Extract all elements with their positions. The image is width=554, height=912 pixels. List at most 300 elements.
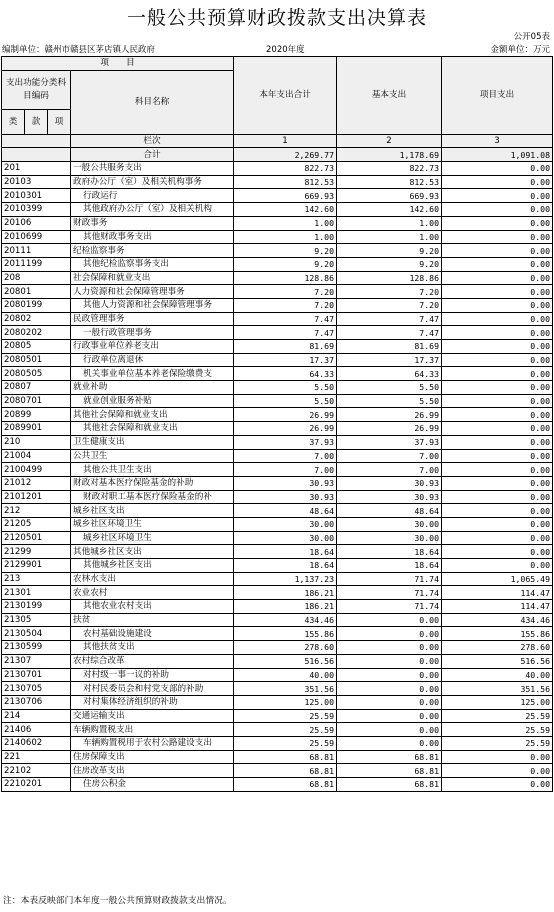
row-project: 0.00 (442, 422, 553, 436)
row-name: 住房公积金 (71, 778, 234, 792)
row-name: 农业农村 (71, 586, 234, 600)
row-basic: 48.64 (337, 504, 442, 518)
row-project: 0.00 (442, 778, 553, 792)
table-row (2, 353, 553, 367)
row-total: 37.93 (234, 435, 337, 449)
row-total: 812.53 (234, 175, 337, 189)
row-project: 0.00 (442, 394, 553, 408)
row-code: 2130504 (2, 627, 71, 641)
row-total: 30.93 (234, 476, 337, 490)
row-name: 一般公共服务支出 (71, 162, 234, 176)
row-project: 155.86 (442, 627, 553, 641)
row-project: 0.00 (442, 257, 553, 271)
row-code: 21299 (2, 545, 71, 559)
row-total: 9.20 (234, 244, 337, 258)
table-row (2, 285, 553, 299)
row-code: 2140602 (2, 736, 71, 750)
row-code: 2080505 (2, 367, 71, 381)
row-project: 434.46 (442, 613, 553, 627)
row-project: 40.00 (442, 668, 553, 682)
row-name: 其他城乡社区支出 (71, 545, 234, 559)
row-project: 0.00 (442, 463, 553, 477)
row-project: 0.00 (442, 353, 553, 367)
row-code: 20899 (2, 408, 71, 422)
row-name: 民政管理事务 (71, 312, 234, 326)
table-row (2, 216, 553, 230)
row-basic: 0.00 (337, 627, 442, 641)
row-code: 2130599 (2, 641, 71, 655)
row-code: 212 (2, 504, 71, 518)
row-project: 0.00 (442, 230, 553, 244)
table-row (2, 326, 553, 340)
table-row (2, 449, 553, 463)
row-name: 卫生健康支出 (71, 435, 234, 449)
row-basic: 5.50 (337, 381, 442, 395)
table-row (2, 230, 553, 244)
row-name: 就业补助 (71, 381, 234, 395)
row-name: 就业创业服务补贴 (71, 394, 234, 408)
table-row (2, 778, 553, 792)
row-project: 0.00 (442, 750, 553, 764)
row-basic: 9.20 (337, 244, 442, 258)
row-total: 822.73 (234, 162, 337, 176)
row-code: 2080202 (2, 326, 71, 340)
row-code: 221 (2, 750, 71, 764)
page-title: 一般公共预算财政拨款支出决算表 (126, 7, 427, 29)
header-kuan: 款 (25, 109, 48, 134)
row-code: 2089901 (2, 422, 71, 436)
table-row (2, 750, 553, 764)
row-basic: 17.37 (337, 353, 442, 367)
row-total: 142.60 (234, 203, 337, 217)
table-row (2, 559, 553, 573)
lanci-label: 栏次 (71, 134, 234, 148)
row-name: 住房改革支出 (71, 764, 234, 778)
row-code: 2130705 (2, 682, 71, 696)
header-name: 科目名称 (71, 70, 234, 134)
table-row (2, 641, 553, 655)
row-total: 25.59 (234, 709, 337, 723)
table-row (2, 162, 553, 176)
row-total: 30.00 (234, 517, 337, 531)
row-project: 0.00 (442, 504, 553, 518)
row-project: 0.00 (442, 381, 553, 395)
row-basic: 0.00 (337, 668, 442, 682)
row-project: 114.47 (442, 600, 553, 614)
row-basic: 30.00 (337, 517, 442, 531)
table-row (2, 682, 553, 696)
table-row (2, 517, 553, 531)
row-code: 21301 (2, 586, 71, 600)
row-project: 0.00 (442, 517, 553, 531)
row-total: 278.60 (234, 641, 337, 655)
row-total: 186.21 (234, 600, 337, 614)
row-basic: 669.93 (337, 189, 442, 203)
row-total: 68.81 (234, 750, 337, 764)
row-code: 2080501 (2, 353, 71, 367)
row-basic: 142.60 (337, 203, 442, 217)
row-code: 21205 (2, 517, 71, 531)
row-project: 278.60 (442, 641, 553, 655)
table-row (2, 627, 553, 641)
row-project: 0.00 (442, 203, 553, 217)
row-project: 0.00 (442, 490, 553, 504)
expenditure-table (1, 56, 553, 792)
row-basic: 26.99 (337, 408, 442, 422)
row-name: 其他城乡社区支出 (71, 559, 234, 573)
row-total: 17.37 (234, 353, 337, 367)
row-name: 其他社会保障和就业支出 (71, 408, 234, 422)
row-basic: 71.74 (337, 586, 442, 600)
header-xiang: 项 (48, 109, 71, 134)
row-total: 7.00 (234, 449, 337, 463)
table-row (2, 736, 553, 750)
col-num-1: 1 (234, 134, 337, 148)
table-row (2, 476, 553, 490)
table-row (2, 271, 553, 285)
row-project: 0.00 (442, 449, 553, 463)
row-project: 0.00 (442, 285, 553, 299)
row-basic: 68.81 (337, 764, 442, 778)
row-code: 214 (2, 709, 71, 723)
row-basic: 812.53 (337, 175, 442, 189)
row-project: 0.00 (442, 340, 553, 354)
row-basic: 1.00 (337, 230, 442, 244)
row-name: 其他扶贫支出 (71, 641, 234, 655)
row-basic: 7.00 (337, 463, 442, 477)
row-total: 25.59 (234, 723, 337, 737)
row-name: 其他人力资源和社会保障管理事务 (71, 298, 234, 312)
row-name: 其他财政事务支出 (71, 230, 234, 244)
footnote: 注：本表反映部门本年度一般公共预算财政拨款支出情况。 (3, 896, 232, 906)
year-label: 2020年度 (266, 45, 305, 55)
row-name: 财政事务 (71, 216, 234, 230)
row-total: 25.59 (234, 736, 337, 750)
row-name: 城乡社区支出 (71, 504, 234, 518)
row-code: 208 (2, 271, 71, 285)
row-project: 0.00 (442, 162, 553, 176)
col-num-2: 2 (337, 134, 442, 148)
table-row (2, 257, 553, 271)
row-name: 城乡社区环境卫生 (71, 531, 234, 545)
row-project: 0.00 (442, 545, 553, 559)
table-row (2, 340, 553, 354)
table-row (2, 189, 553, 203)
row-name: 人力资源和社会保障管理事务 (71, 285, 234, 299)
table-row (2, 463, 553, 477)
row-name: 扶贫 (71, 613, 234, 627)
row-total: 9.20 (234, 257, 337, 271)
row-code: 2080701 (2, 394, 71, 408)
row-basic: 30.00 (337, 531, 442, 545)
row-code: 2010699 (2, 230, 71, 244)
row-code: 2010399 (2, 203, 71, 217)
row-code: 2011199 (2, 257, 71, 271)
row-total: 186.21 (234, 586, 337, 600)
row-name: 其他公共卫生支出 (71, 463, 234, 477)
row-code: 21305 (2, 613, 71, 627)
table-row (2, 298, 553, 312)
row-project: 125.00 (442, 695, 553, 709)
row-code: 21004 (2, 449, 71, 463)
row-name: 其他政府办公厅（室）及相关机构 (71, 203, 234, 217)
row-project: 0.00 (442, 367, 553, 381)
row-basic: 30.93 (337, 490, 442, 504)
row-name: 住房保障支出 (71, 750, 234, 764)
table-row (2, 203, 553, 217)
row-basic: 7.00 (337, 449, 442, 463)
row-total: 68.81 (234, 764, 337, 778)
row-name: 农林水支出 (71, 572, 234, 586)
form-number: 公开05表 (513, 32, 550, 42)
row-basic: 64.33 (337, 367, 442, 381)
row-name: 对村民委员会和村党支部的补助 (71, 682, 234, 696)
row-project: 1,065.49 (442, 572, 553, 586)
row-code: 2210201 (2, 778, 71, 792)
row-code: 20801 (2, 285, 71, 299)
table-row (2, 531, 553, 545)
row-project: 516.56 (442, 654, 553, 668)
row-basic: 0.00 (337, 641, 442, 655)
row-basic: 68.81 (337, 750, 442, 764)
row-name: 行政单位离退休 (71, 353, 234, 367)
row-total: 68.81 (234, 778, 337, 792)
row-basic: 7.20 (337, 285, 442, 299)
table-row (2, 764, 553, 778)
row-basic: 5.50 (337, 394, 442, 408)
table-row (2, 668, 553, 682)
row-basic: 0.00 (337, 709, 442, 723)
row-basic: 68.81 (337, 778, 442, 792)
row-name: 交通运输支出 (71, 709, 234, 723)
row-total: 26.99 (234, 408, 337, 422)
row-code: 2010301 (2, 189, 71, 203)
row-name: 其他纪检监察事务支出 (71, 257, 234, 271)
row-project: 0.00 (442, 476, 553, 490)
table-row (2, 572, 553, 586)
total-label: 合计 (71, 148, 234, 162)
col-num-3: 3 (442, 134, 553, 148)
row-basic: 18.64 (337, 559, 442, 573)
row-code: 21406 (2, 723, 71, 737)
row-name: 机关事业单位基本养老保险缴费支 (71, 367, 234, 381)
row-total: 26.99 (234, 422, 337, 436)
row-code: 2130706 (2, 695, 71, 709)
row-project: 25.59 (442, 723, 553, 737)
row-total: 1,137.23 (234, 572, 337, 586)
row-name: 城乡社区环境卫生 (71, 517, 234, 531)
table-row (2, 490, 553, 504)
row-project: 0.00 (442, 531, 553, 545)
row-name: 一般行政管理事务 (71, 326, 234, 340)
row-code: 2100499 (2, 463, 71, 477)
row-code: 22102 (2, 764, 71, 778)
row-project: 0.00 (442, 312, 553, 326)
row-code: 20103 (2, 175, 71, 189)
table-row (2, 435, 553, 449)
row-total: 128.86 (234, 271, 337, 285)
row-project: 0.00 (442, 189, 553, 203)
table-row (2, 175, 553, 189)
row-total: 125.00 (234, 695, 337, 709)
row-name: 纪检监察事务 (71, 244, 234, 258)
row-code: 213 (2, 572, 71, 586)
row-name: 政府办公厅（室）及相关机构事务 (71, 175, 234, 189)
row-code: 2129901 (2, 559, 71, 573)
row-basic: 0.00 (337, 736, 442, 750)
row-project: 0.00 (442, 559, 553, 573)
table-row (2, 244, 553, 258)
row-project: 0.00 (442, 326, 553, 340)
header-code-group: 支出功能分类科目编码 (2, 70, 71, 109)
row-name: 社会保障和就业支出 (71, 271, 234, 285)
table-row (2, 394, 553, 408)
row-project: 114.47 (442, 586, 553, 600)
row-name: 行政事业单位养老支出 (71, 340, 234, 354)
row-basic: 81.69 (337, 340, 442, 354)
row-code: 21012 (2, 476, 71, 490)
row-project: 25.59 (442, 736, 553, 750)
header-item: 项 目 (2, 57, 234, 71)
row-project: 0.00 (442, 244, 553, 258)
header-lei: 类 (2, 109, 25, 134)
table-row (2, 600, 553, 614)
total-c2: 1,178.69 (337, 148, 442, 162)
row-name: 对村集体经济组织的补助 (71, 695, 234, 709)
row-project: 351.56 (442, 682, 553, 696)
row-name: 财政对职工基本医疗保险基金的补 (71, 490, 234, 504)
row-code: 2130701 (2, 668, 71, 682)
table-row (2, 422, 553, 436)
row-code: 20802 (2, 312, 71, 326)
row-total: 7.47 (234, 312, 337, 326)
row-name: 财政对基本医疗保险基金的补助 (71, 476, 234, 490)
row-basic: 30.93 (337, 476, 442, 490)
table-row (2, 367, 553, 381)
row-name: 车辆购置税支出 (71, 723, 234, 737)
table-row (2, 695, 553, 709)
row-project: 25.59 (442, 709, 553, 723)
row-code: 2120501 (2, 531, 71, 545)
row-name: 其他农业农村支出 (71, 600, 234, 614)
row-code: 20807 (2, 381, 71, 395)
row-basic: 0.00 (337, 723, 442, 737)
row-total: 669.93 (234, 189, 337, 203)
table-row (2, 408, 553, 422)
row-project: 0.00 (442, 435, 553, 449)
table-row (2, 723, 553, 737)
row-code: 201 (2, 162, 71, 176)
row-total: 434.46 (234, 613, 337, 627)
currency-label: 金额单位：万元 (490, 45, 550, 55)
row-name: 车辆购置税用于农村公路建设支出 (71, 736, 234, 750)
total-c1: 2,269.77 (234, 148, 337, 162)
row-basic: 0.00 (337, 695, 442, 709)
row-code: 21307 (2, 654, 71, 668)
row-total: 7.20 (234, 298, 337, 312)
row-project: 0.00 (442, 271, 553, 285)
row-basic: 71.74 (337, 600, 442, 614)
row-name: 农村综合改革 (71, 654, 234, 668)
row-total: 1.00 (234, 216, 337, 230)
row-total: 30.93 (234, 490, 337, 504)
row-basic: 37.93 (337, 435, 442, 449)
row-code: 20805 (2, 340, 71, 354)
row-total: 5.50 (234, 394, 337, 408)
row-total: 155.86 (234, 627, 337, 641)
row-total: 7.20 (234, 285, 337, 299)
row-name: 农村基础设施建设 (71, 627, 234, 641)
unit-label: 编制单位：赣州市赣县区茅店镇人民政府 (2, 45, 156, 55)
row-project: 0.00 (442, 298, 553, 312)
header-col3: 项目支出 (442, 57, 553, 135)
row-total: 5.50 (234, 381, 337, 395)
row-total: 351.56 (234, 682, 337, 696)
row-total: 18.64 (234, 559, 337, 573)
row-code: 20106 (2, 216, 71, 230)
header-col1: 本年支出合计 (234, 57, 337, 135)
row-total: 40.00 (234, 668, 337, 682)
row-total: 30.00 (234, 531, 337, 545)
row-basic: 7.47 (337, 326, 442, 340)
row-total: 64.33 (234, 367, 337, 381)
row-total: 18.64 (234, 545, 337, 559)
row-total: 516.56 (234, 654, 337, 668)
table-row (2, 545, 553, 559)
row-basic: 822.73 (337, 162, 442, 176)
row-project: 0.00 (442, 175, 553, 189)
row-basic: 1.00 (337, 216, 442, 230)
row-basic: 128.86 (337, 271, 442, 285)
row-code: 2080199 (2, 298, 71, 312)
row-basic: 9.20 (337, 257, 442, 271)
row-basic: 26.99 (337, 422, 442, 436)
row-basic: 0.00 (337, 613, 442, 627)
row-project: 0.00 (442, 764, 553, 778)
row-basic: 0.00 (337, 682, 442, 696)
row-code: 2101201 (2, 490, 71, 504)
row-name: 公共卫生 (71, 449, 234, 463)
table-row (2, 381, 553, 395)
total-c3: 1,091.08 (442, 148, 553, 162)
row-basic: 7.20 (337, 298, 442, 312)
row-total: 7.00 (234, 463, 337, 477)
row-code: 210 (2, 435, 71, 449)
row-basic: 0.00 (337, 654, 442, 668)
row-total: 1.00 (234, 230, 337, 244)
table-row (2, 613, 553, 627)
table-row (2, 586, 553, 600)
row-total: 81.69 (234, 340, 337, 354)
table-row (2, 654, 553, 668)
row-name: 对村级一事一议的补助 (71, 668, 234, 682)
table-row (2, 312, 553, 326)
row-total: 7.47 (234, 326, 337, 340)
row-basic: 7.47 (337, 312, 442, 326)
row-basic: 71.74 (337, 572, 442, 586)
row-project: 0.00 (442, 408, 553, 422)
row-project: 0.00 (442, 216, 553, 230)
row-code: 2130199 (2, 600, 71, 614)
row-name: 其他社会保障和就业支出 (71, 422, 234, 436)
row-name: 行政运行 (71, 189, 234, 203)
row-code: 20111 (2, 244, 71, 258)
header-col2: 基本支出 (337, 57, 442, 135)
table-row (2, 504, 553, 518)
row-basic: 18.64 (337, 545, 442, 559)
table-row (2, 709, 553, 723)
row-total: 48.64 (234, 504, 337, 518)
